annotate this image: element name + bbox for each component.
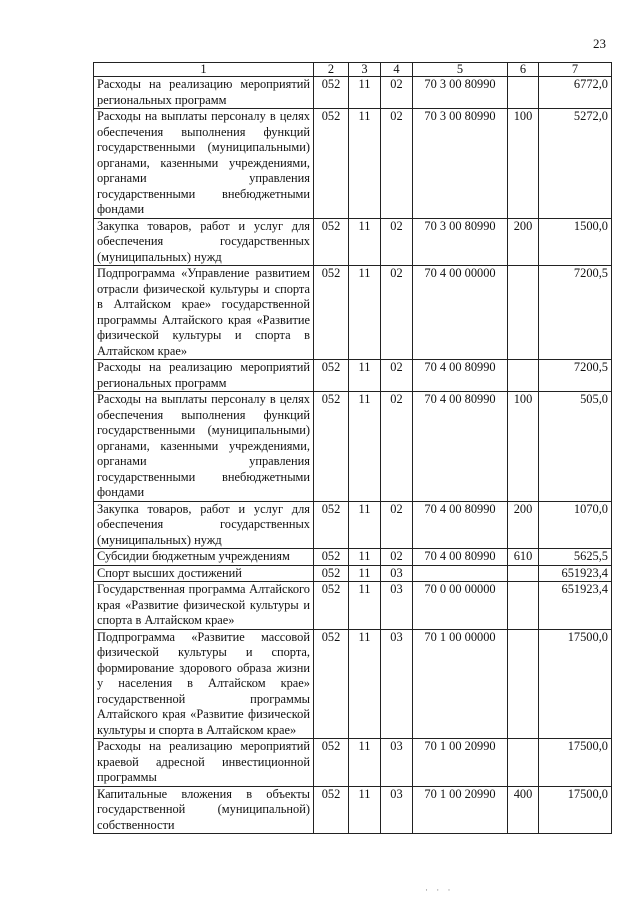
row-gr-cell: 052 <box>314 549 349 566</box>
row-csr-cell: 70 4 00 80990 <box>413 501 508 549</box>
row-pr-cell: 02 <box>381 218 413 266</box>
row-gr-cell: 052 <box>314 392 349 502</box>
row-rz-cell: 11 <box>349 77 381 109</box>
row-pr-cell: 03 <box>381 786 413 834</box>
table-row <box>94 266 612 360</box>
row-vr-cell <box>508 565 539 582</box>
row-csr-cell: 70 3 00 80990 <box>413 218 508 266</box>
row-name-cell: Закупка товаров, работ и услуг для обеспечения государственных (муниципальных) нужд <box>94 501 314 549</box>
page-number: 23 <box>593 36 606 51</box>
row-pr-cell: 02 <box>381 266 413 360</box>
row-sum-cell: 5625,5 <box>539 549 612 566</box>
row-pr-cell: 02 <box>381 549 413 566</box>
row-rz-cell: 11 <box>349 582 381 630</box>
column-header: 7 <box>539 63 612 77</box>
row-csr-cell: 70 1 00 00000 <box>413 629 508 739</box>
row-sum-cell: 7200,5 <box>539 266 612 360</box>
row-name-cell: Расходы на выплаты персоналу в целях обеспечения выполнения функций государственными (муниципальными) органами, казенными учреждениями, органами управления государственными внебюджетными фондами <box>94 392 314 502</box>
row-sum-cell: 505,0 <box>539 392 612 502</box>
table-row <box>94 629 612 739</box>
budget-table <box>93 62 612 834</box>
row-name-cell: Расходы на реализацию мероприятий краевой адресной инвестиционной программы <box>94 739 314 787</box>
row-rz-cell: 11 <box>349 218 381 266</box>
row-pr-cell: 03 <box>381 565 413 582</box>
row-name-cell: Государственная программа Алтайского края «Развитие физической культуры и спорта в Алтайском крае» <box>94 582 314 630</box>
header-row <box>94 63 612 77</box>
row-gr-cell: 052 <box>314 739 349 787</box>
column-header: 4 <box>381 63 413 77</box>
scan-artifact: · · · <box>425 885 454 895</box>
row-name-cell: Подпрограмма «Управление развитием отрасли физической культуры и спорта в Алтайском крае» государственной программы Алтайского края «Развитие физической культуры и спорта в Алтайском крае» <box>94 266 314 360</box>
row-sum-cell: 5272,0 <box>539 109 612 219</box>
table-row <box>94 565 612 582</box>
row-name-cell: Капитальные вложения в объекты государственной (муниципальной) собственности <box>94 786 314 834</box>
row-rz-cell: 11 <box>349 501 381 549</box>
row-rz-cell: 11 <box>349 266 381 360</box>
column-header: 5 <box>413 63 508 77</box>
row-vr-cell <box>508 739 539 787</box>
row-vr-cell: 200 <box>508 501 539 549</box>
row-gr-cell: 052 <box>314 786 349 834</box>
row-gr-cell: 052 <box>314 218 349 266</box>
table-row <box>94 739 612 787</box>
row-rz-cell: 11 <box>349 629 381 739</box>
row-vr-cell: 200 <box>508 218 539 266</box>
row-rz-cell: 11 <box>349 786 381 834</box>
table-row <box>94 582 612 630</box>
row-csr-cell: 70 4 00 80990 <box>413 392 508 502</box>
row-vr-cell <box>508 266 539 360</box>
row-rz-cell: 11 <box>349 392 381 502</box>
row-vr-cell: 610 <box>508 549 539 566</box>
row-gr-cell: 052 <box>314 77 349 109</box>
row-name-cell: Закупка товаров, работ и услуг для обеспечения государственных (муниципальных) нужд <box>94 218 314 266</box>
row-gr-cell: 052 <box>314 501 349 549</box>
row-csr-cell: 70 4 00 80990 <box>413 549 508 566</box>
table-row <box>94 786 612 834</box>
row-csr-cell: 70 3 00 80990 <box>413 109 508 219</box>
row-vr-cell <box>508 77 539 109</box>
row-name-cell: Расходы на выплаты персоналу в целях обеспечения выполнения функций государственными (муниципальными) органами, казенными учреждениями, органами управления государственными внебюджетными фондами <box>94 109 314 219</box>
column-header: 1 <box>94 63 314 77</box>
row-vr-cell: 100 <box>508 392 539 502</box>
row-rz-cell: 11 <box>349 739 381 787</box>
row-name-cell: Расходы на реализацию мероприятий региональных программ <box>94 360 314 392</box>
row-csr-cell: 70 0 00 00000 <box>413 582 508 630</box>
row-name-cell: Спорт высших достижений <box>94 565 314 582</box>
row-pr-cell: 02 <box>381 501 413 549</box>
row-pr-cell: 02 <box>381 392 413 502</box>
row-csr-cell <box>413 565 508 582</box>
row-vr-cell <box>508 629 539 739</box>
row-name-cell: Расходы на реализацию мероприятий региональных программ <box>94 77 314 109</box>
row-vr-cell: 400 <box>508 786 539 834</box>
row-sum-cell: 17500,0 <box>539 629 612 739</box>
row-rz-cell: 11 <box>349 565 381 582</box>
row-vr-cell <box>508 360 539 392</box>
row-sum-cell: 7200,5 <box>539 360 612 392</box>
table-row <box>94 392 612 502</box>
row-sum-cell: 17500,0 <box>539 786 612 834</box>
row-pr-cell: 03 <box>381 582 413 630</box>
table-row <box>94 77 612 109</box>
row-csr-cell: 70 1 00 20990 <box>413 786 508 834</box>
table-row <box>94 549 612 566</box>
row-pr-cell: 02 <box>381 109 413 219</box>
row-gr-cell: 052 <box>314 109 349 219</box>
row-rz-cell: 11 <box>349 549 381 566</box>
row-gr-cell: 052 <box>314 266 349 360</box>
row-sum-cell: 651923,4 <box>539 582 612 630</box>
table-row <box>94 218 612 266</box>
column-header: 2 <box>314 63 349 77</box>
column-header: 6 <box>508 63 539 77</box>
row-gr-cell: 052 <box>314 565 349 582</box>
table-row <box>94 109 612 219</box>
row-sum-cell: 17500,0 <box>539 739 612 787</box>
row-rz-cell: 11 <box>349 360 381 392</box>
table-row <box>94 501 612 549</box>
column-header: 3 <box>349 63 381 77</box>
row-sum-cell: 1070,0 <box>539 501 612 549</box>
row-name-cell: Подпрограмма «Развитие массовой физической культуры и спорта, формирование здорового образа жизни у населения в Алтайском крае» государственной программы Алтайского края «Развитие физической культуры и спорта в Алтайском крае» <box>94 629 314 739</box>
row-csr-cell: 70 4 00 00000 <box>413 266 508 360</box>
row-pr-cell: 03 <box>381 739 413 787</box>
row-csr-cell: 70 3 00 80990 <box>413 77 508 109</box>
row-gr-cell: 052 <box>314 360 349 392</box>
row-sum-cell: 1500,0 <box>539 218 612 266</box>
row-pr-cell: 02 <box>381 360 413 392</box>
row-sum-cell: 651923,4 <box>539 565 612 582</box>
table-row <box>94 360 612 392</box>
row-sum-cell: 6772,0 <box>539 77 612 109</box>
row-gr-cell: 052 <box>314 629 349 739</box>
row-vr-cell: 100 <box>508 109 539 219</box>
row-rz-cell: 11 <box>349 109 381 219</box>
row-gr-cell: 052 <box>314 582 349 630</box>
row-pr-cell: 02 <box>381 77 413 109</box>
row-csr-cell: 70 4 00 80990 <box>413 360 508 392</box>
row-name-cell: Субсидии бюджетным учреждениям <box>94 549 314 566</box>
row-pr-cell: 03 <box>381 629 413 739</box>
row-vr-cell <box>508 582 539 630</box>
row-csr-cell: 70 1 00 20990 <box>413 739 508 787</box>
